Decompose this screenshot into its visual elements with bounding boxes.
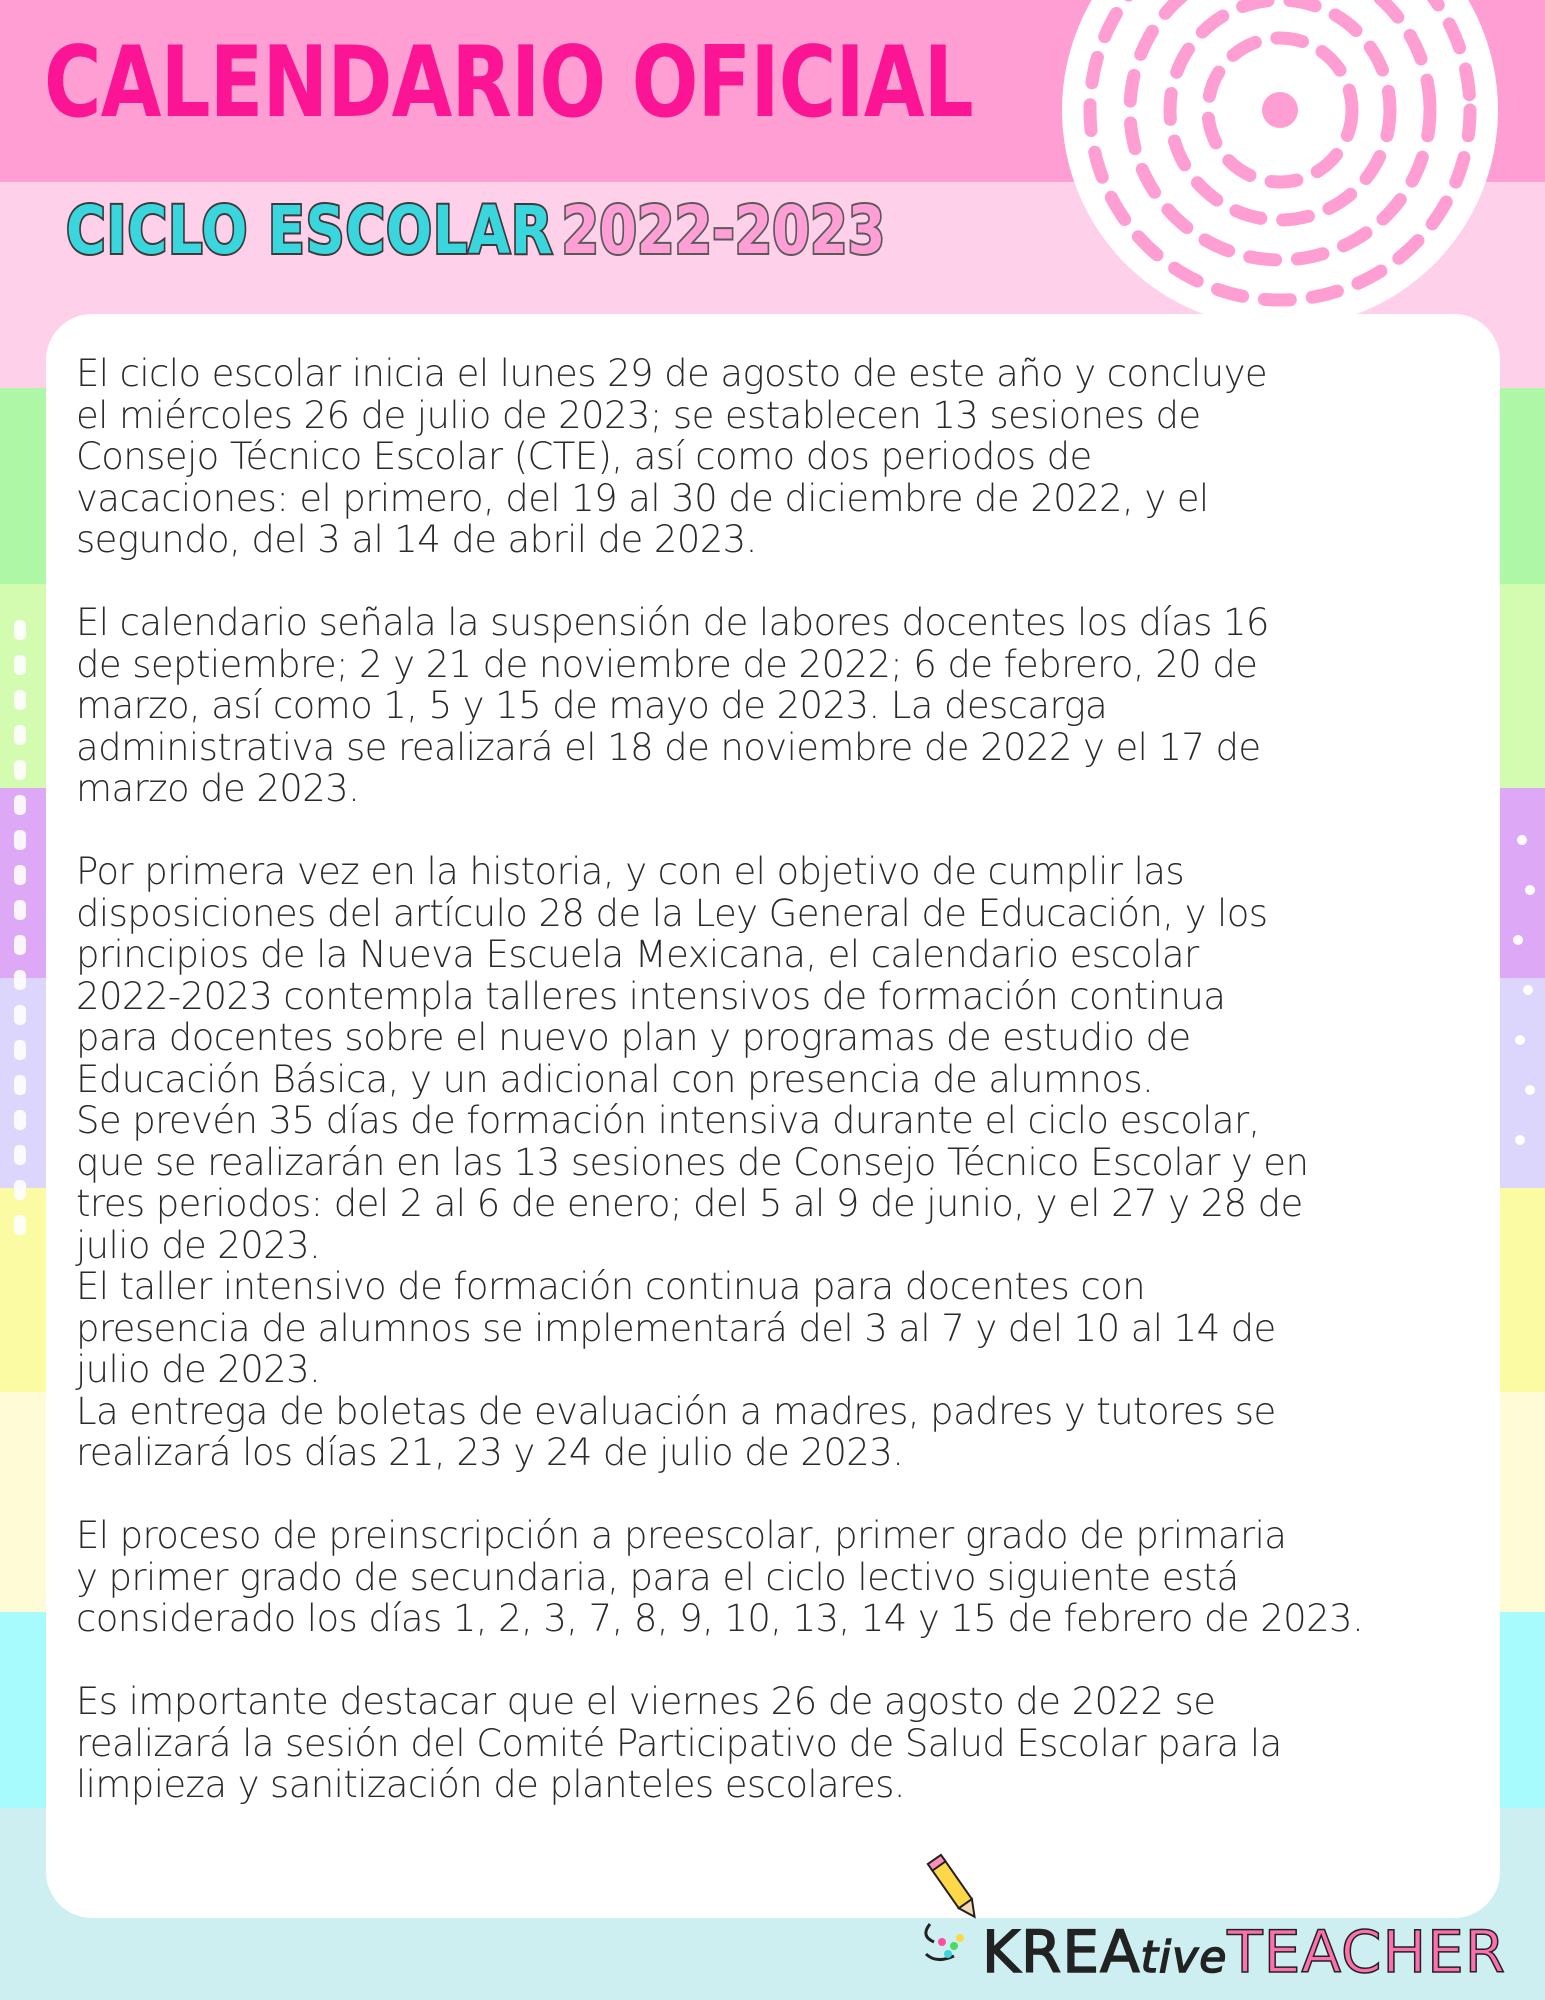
paragraph-formacion-intensiva: Se prevén 35 días de formación intensiva durante el ciclo escolar, que se realizarán en las 13 sesiones de Consejo Técnico Escolar y en tres periodos: del 2 al 6 de enero; del 5 al 9 de junio, y el 27 y 28 de julio de 2023. [76, 1099, 1309, 1267]
logo-text-tive: tive [1140, 1932, 1228, 1983]
page-title: CALENDARIO OFICIAL [44, 26, 973, 140]
paragraph-comite-salud: Es importante destacar que el viernes 26 de agosto de 2022 se realizará la sesión del Comité Participativo de Salud Escolar para la limpieza y sanitización de planteles escolares. [76, 1680, 1282, 1806]
logo-text-teacher: TEACHER [1227, 1918, 1507, 1986]
paragraph-preinscripcion: El proceso de preinscripción a preescolar, primer grado de primaria y primer grado de secundaria, para el ciclo lectivo siguiente está considerado los días 1, 2, 3, 7, 8, 9, 10, 13, 14 y 15 de febrero de 2023. [76, 1514, 1364, 1640]
subtitle-year: 2022-2023 [561, 191, 886, 269]
paragraph-talleres: Por primera vez en la historia, y con el objetivo de cumplir las disposiciones del artículo 28 de la Ley General de Educación, y los principios de la Nueva Escuela Mexicana, el calendario escolar 2022-2023 contempla talleres intensivos de formación continua para docentes sobre el nuevo plan y programas de estudio de Educación Básica, y un adicional con presencia de alumnos. [76, 850, 1268, 1101]
subtitle [66, 190, 885, 270]
left-dash-decoration [0, 600, 50, 1320]
subtitle-ciclo-escolar: CICLO ESCOLAR [66, 191, 554, 269]
paragraph-suspension-labores: El calendario señala la suspensión de labores docentes los días 16 de septiembre; 2 y 21 de noviembre de 2022; 6 de febrero, 20 de marzo, así como 1, 5 y 15 de mayo de 2023. La descarga administrativa se realizará el 18 de noviembre de 2022 y el 17 de marzo de 2023. [76, 601, 1269, 810]
right-dot-decoration [1500, 800, 1545, 1200]
paragraph-boletas: La entrega de boletas de evaluación a madres, padres y tutores se realizará los días 21, 23 y 24 de julio de 2023. [76, 1389, 1276, 1474]
kreative-teacher-logo [912, 1850, 1512, 1986]
body-text [76, 353, 1488, 1847]
logo-text-krea: KREA [982, 1918, 1141, 1986]
paragraph-inicio-ciclo: El ciclo escolar inicia el lunes 29 de agosto de este año y concluye el miércoles 26 de julio de 2023; se establecen 13 sesiones de Consejo Técnico Escolar (CTE), así como dos periodos de vacaciones: el primero, del 19 al 30 de diciembre de 2022, y el segundo, del 3 al 14 de abril de 2023. [76, 352, 1268, 561]
doodle-circle-decoration [1030, 0, 1500, 340]
paragraph-taller-alumnos: El taller intensivo de formación continua para docentes con presencia de alumnos se implementará del 3 al 7 y del 10 al 14 de julio de 2023. [76, 1265, 1276, 1391]
logo-text [982, 1918, 1506, 1986]
